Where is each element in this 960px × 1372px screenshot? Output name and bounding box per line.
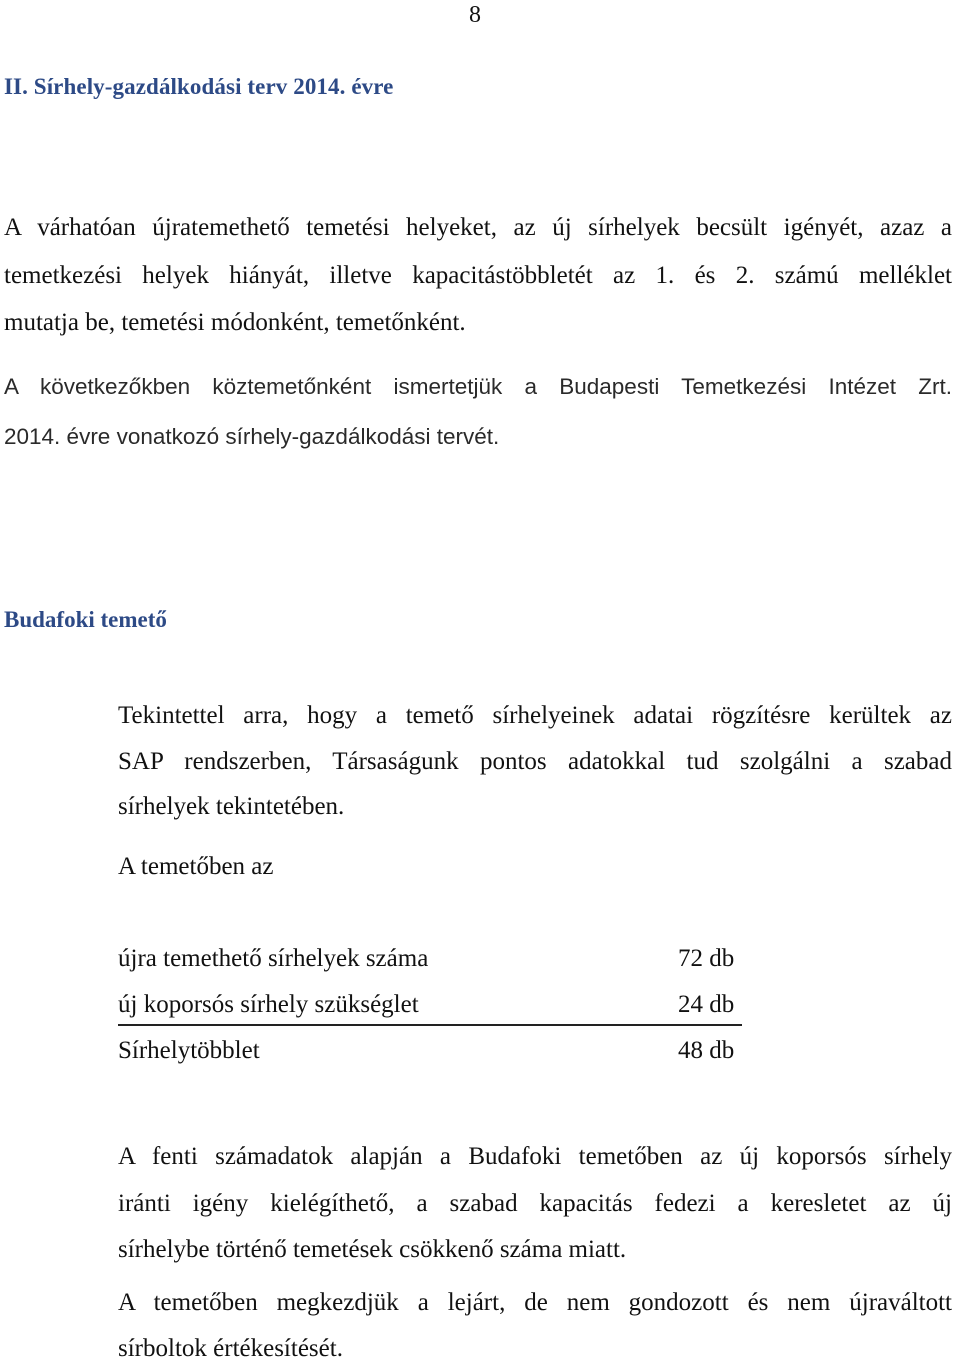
paragraph-line: A temetőben megkezdjük a lejárt, de nem gondozott és nem újraváltott [118, 1289, 952, 1316]
intro-paragraph [4, 204, 952, 347]
cemetery-lead: A temetőben az [118, 853, 274, 880]
paragraph-line: SAP rendszerben, Társaságunk pontos adatokkal tud szolgálni a szabad [118, 747, 952, 775]
paragraph-line: iránti igény kielégíthető, a szabad kapacitás fedezi a keresletet az új [118, 1189, 952, 1217]
paragraph-line: sírboltok értékesítését. [118, 1335, 343, 1362]
stat-row-reusable [118, 945, 758, 991]
paragraph-line: sírhelybe történő temetések csökkenő száma miatt. [118, 1236, 627, 1263]
intro-line: temetkezési helyek hiányát, illetve kapacitástöbbletét az 1. és 2. számú melléklet [4, 261, 952, 289]
intro2-paragraph [4, 362, 952, 462]
paragraph-line: A fenti számadatok alapján a Budafoki temetőben az új koporsós sírhely [118, 1143, 952, 1170]
stat-label: újra temethető sírhelyek száma [118, 945, 429, 972]
stat-value: 72 db [678, 945, 735, 972]
cemetery-title: Budafoki temető [4, 607, 167, 632]
cemetery-paragraph-1 [118, 693, 952, 830]
stat-label: új koporsós sírhely szükséglet [118, 991, 419, 1018]
intro-line: A várhatóan újratemethető temetési helyeket, az új sírhelyek becsült igényét, azaz a [4, 214, 952, 241]
intro2-line: 2014. évre vonatkozó sírhely-gazdálkodási tervét. [4, 424, 500, 449]
stat-value: 48 db [678, 1037, 735, 1064]
stats-table [118, 945, 758, 1083]
stat-value: 24 db [678, 991, 735, 1018]
stat-row-need [118, 991, 758, 1037]
cemetery-paragraph-3 [118, 1280, 952, 1372]
intro2-line: A következőkben köztemetőnként ismertetjük a Budapesti Temetkezési Intézet Zrt. [4, 374, 952, 399]
paragraph-line: Tekintettel arra, hogy a temető sírhelyeinek adatai rögzítésre kerültek az [118, 702, 952, 729]
page-number: 8 [469, 2, 481, 28]
section-heading: II. Sírhely-gazdálkodási terv 2014. évre [4, 74, 394, 99]
stat-row-surplus [118, 1037, 758, 1083]
stat-label: Sírhelytöbblet [118, 1037, 260, 1064]
intro-line: mutatja be, temetési módonként, temetőnként. [4, 309, 466, 336]
paragraph-line: sírhelyek tekintetében. [118, 793, 345, 820]
cemetery-paragraph-2 [118, 1134, 952, 1274]
